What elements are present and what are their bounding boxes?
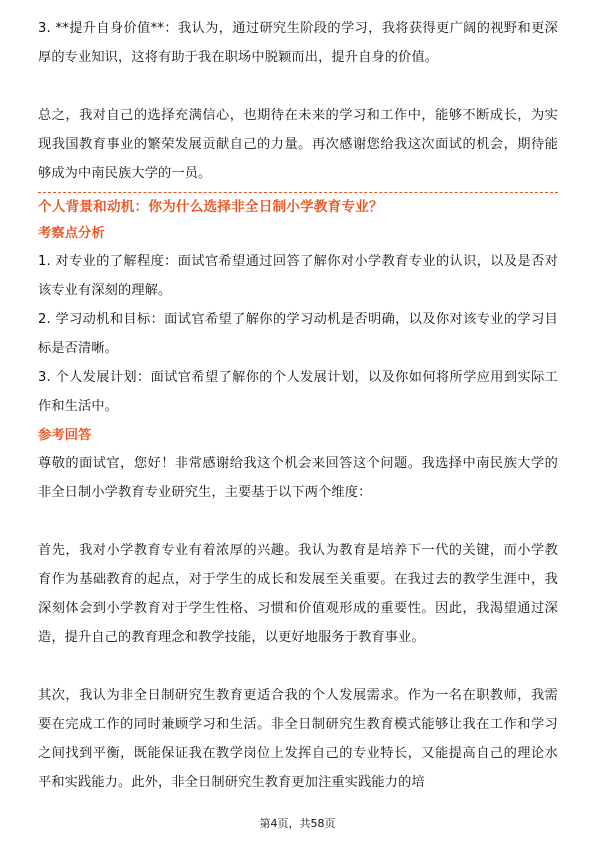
answer-heading: 参考回答 (38, 428, 92, 443)
page-number: 第4页，共58页 (259, 817, 336, 830)
analysis-heading: 考察点分析 (38, 226, 105, 241)
answer-paragraph: 其次，我认为非全日制研究生教育更适合我的个人发展需求。作为一名在职教师，我需要在完成工作的同时兼顾学习和生活。非全日制研究生教育模式能够让我在工作和学习之间找到平衡，既能保证我在教学岗位上发挥自己的专业特长，又能提高自己的理论水平和实践能力。此外，非全日制研究生教育更加注重实践能力的培 (38, 688, 558, 790)
analysis-item: 1. 对专业的了解程度：面试官希望通过回答了解你对小学教育专业的认识，以及是否对该专业有深刻的理解。 (38, 254, 558, 298)
analysis-item: 3. 个人发展计划：面试官希望了解你的个人发展计划，以及你如何将所学应用到实际工作和生活中。 (38, 370, 558, 414)
document-page (38, 14, 558, 797)
analysis-item: 2. 学习动机和目标：面试官希望了解你的学习动机是否明确，以及你对该专业的学习目标是否清晰。 (38, 312, 558, 356)
paragraph-value-point: 3. **提升自身价值**：我认为，通过研究生阶段的学习，我将获得更广阔的视野和更深厚的专业知识，这将有助于我在职场中脱颖而出，提升自身的价值。 (38, 21, 558, 65)
answer-paragraph: 首先，我对小学教育专业有着浓厚的兴趣。我认为教育是培养下一代的关键，而小学教育作为基础教育的起点，对于学生的成长和发展至关重要。在我过去的教学生涯中，我深刻体会到小学教育对于学生性格、习惯和价值观形成的重要性。因此，我渴望通过深造，提升自己的教育理念和教学技能，以更好地服务于教育事业。 (38, 543, 558, 645)
answer-paragraph: 尊敬的面试官，您好！非常感谢给我这个机会来回答这个问题。我选择中南民族大学的非全日制小学教育专业研究生，主要基于以下两个维度： (38, 456, 558, 500)
paragraph-conclusion: 总之，我对自己的选择充满信心，也期待在未来的学习和工作中，能够不断成长，为实现我国教育事业的繁荣发展贡献自己的力量。再次感谢您给我这次面试的机会，期待能够成为中南民族大学的一员。 (38, 108, 558, 181)
question-title: 个人背景和动机：你为什么选择非全日制小学教育专业？ (38, 199, 383, 215)
